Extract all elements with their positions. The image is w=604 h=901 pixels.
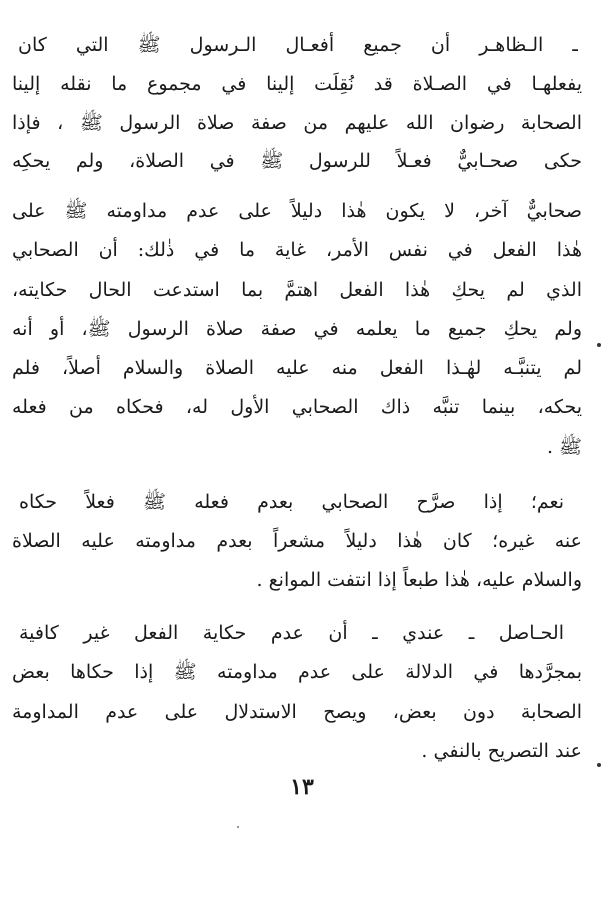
- paragraph-2-line-2: عنه غيره؛ كان هٰذا دليلاً مشعراً بعدم مداومته عليه الصلاة: [12, 530, 582, 552]
- scan-speck: [597, 763, 601, 767]
- paragraph-1-line-5: صحابيٌّ آخر، لا يكون هٰذا دليلاً على عدم مداومته ﷺ على: [12, 200, 582, 222]
- paragraph-1-line-10: يحكه، بينما تنبَّه ذاك الصحابي الأول له، فحكاه من فعله: [12, 396, 582, 418]
- paragraph-1-line-1: ـ الـظاهـر أن جميع أفعـال الـرسول ﷺ التي كان: [18, 34, 578, 56]
- paragraph-1-line-3: الصحابة رضوان الله عليهم من صفة صلاة الرسول ﷺ ، فإذا: [12, 112, 582, 134]
- scan-speck: [237, 826, 239, 828]
- paragraph-1-line-11: ﷺ .: [546, 436, 582, 458]
- paragraph-3-line-3: الصحابة دون بعض، ويصح الاستدلال على عدم المداومة: [12, 701, 582, 723]
- paragraph-1-line-7: الذي لم يحكِ هٰذا الفعل اهتمَّ بما استدعت الحال حكايته،: [12, 279, 582, 301]
- paragraph-1-line-6: هٰذا الفعل في نفس الأمر، غاية ما في ذٰلك: أن الصحابي: [12, 239, 582, 261]
- paragraph-1-line-2: يفعلهـا في الصـلاة قد نُقِلَت إلينا في مجموع ما نقله إلينا: [12, 73, 582, 95]
- paragraph-3-line-2: بمجرَّدها في الدلالة على عدم مداومته ﷺ إذا حكاها بعض: [12, 661, 582, 683]
- paragraph-3-line-1: الحـاصل ـ عندي ـ أن عدم حكاية الفعل غير كافية: [19, 622, 564, 644]
- paragraph-1-line-4: حكى صحـابيٌّ فعـلاً للرسول ﷺ في الصلاة، ولم يحكِه: [12, 150, 582, 172]
- paragraph-2-line-1: نعم؛ إذا صرَّح الصحابي بعدم فعله ﷺ فعلاً حكاه: [19, 491, 564, 513]
- scan-speck: [597, 343, 601, 347]
- paragraph-1-line-8: ولم يحكِ جميع ما يعلمه في صفة صلاة الرسول ﷺ، أو أنه: [12, 318, 582, 340]
- paragraph-1-line-9: لم يتنبَّـه لهٰـذا الفعل منه عليه الصلاة والسلام أصلاً، فلم: [12, 357, 582, 379]
- page-number: ١٣: [290, 774, 314, 800]
- paragraph-2-line-3: والسلام عليه، هٰذا طبعاً إذا انتفت الموانع .: [256, 569, 582, 591]
- paragraph-3-line-4: عند التصريح بالنفي .: [421, 740, 582, 762]
